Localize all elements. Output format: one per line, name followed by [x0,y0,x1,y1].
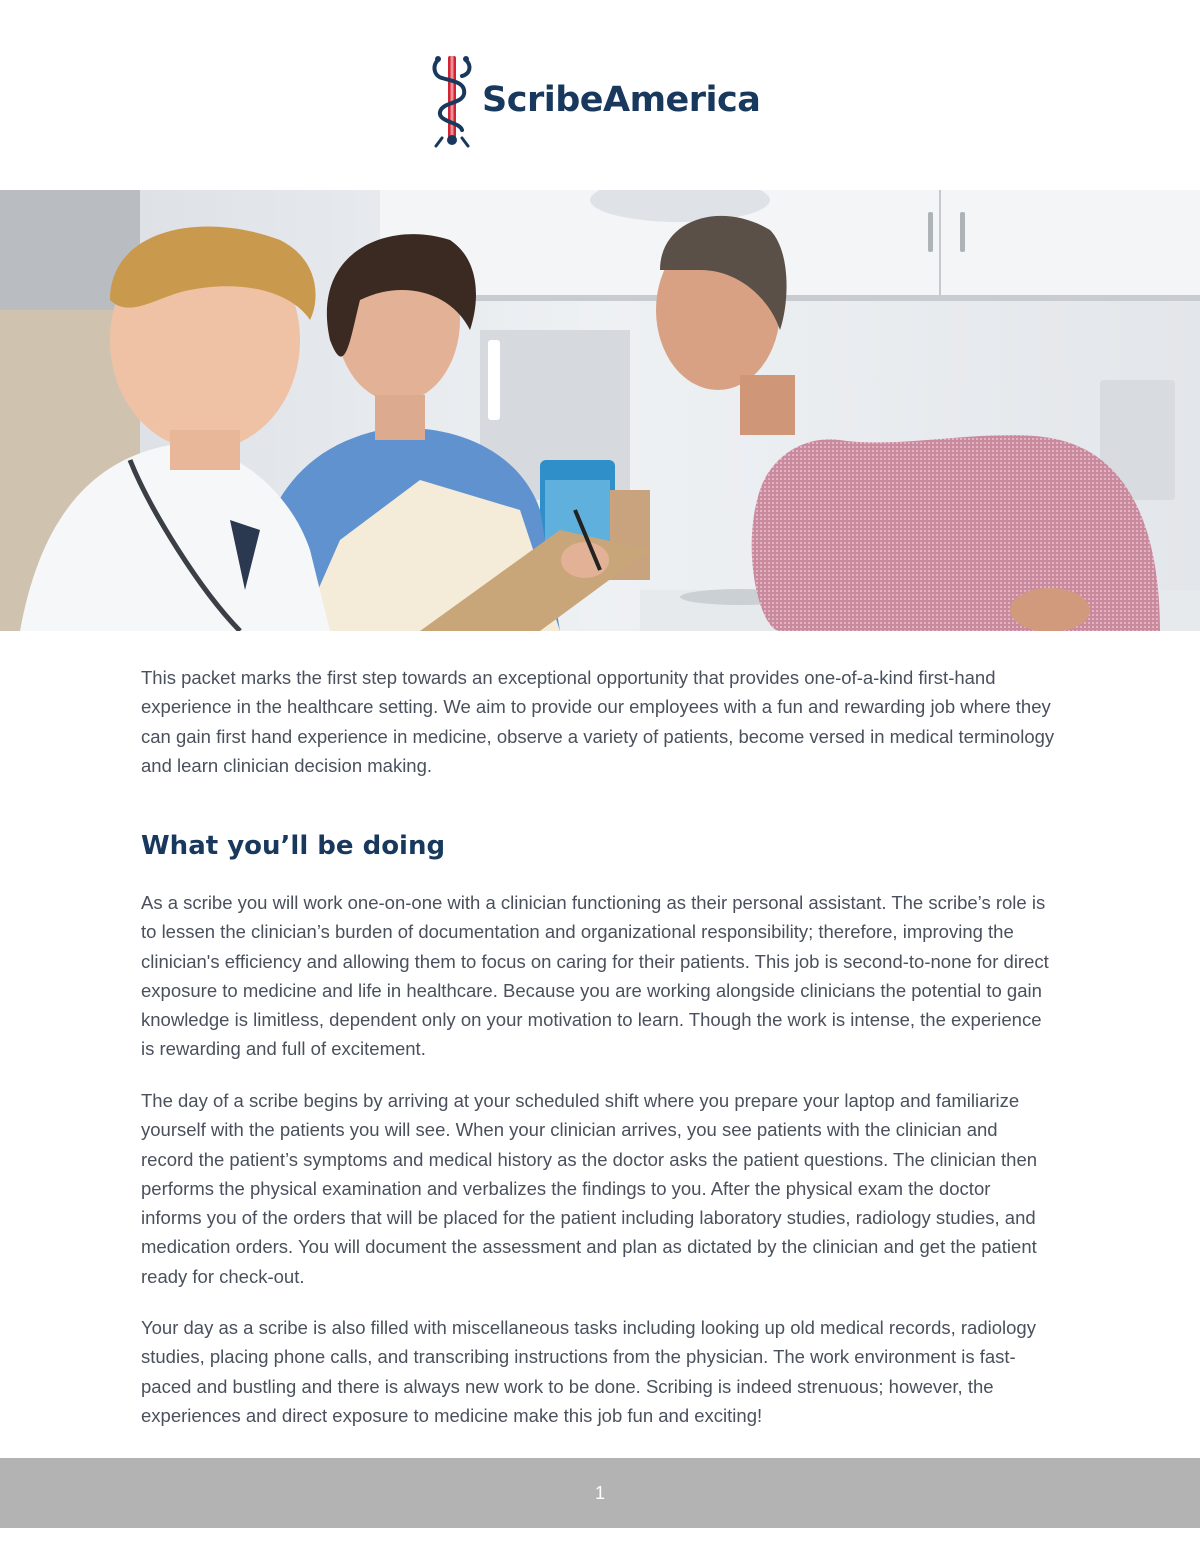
intro-paragraph: This packet marks the first step towards an exceptional opportunity that provides one-of-a-kind first-hand experience in the healthcare setting. We aim to provide our employees with a fun and rewarding job where they can gain first hand experience in medicine, observe a variety of patients, become versed in medical terminology and learn clinician decision making. [141,667,1055,776]
section-heading: What you’ll be doing [141,831,446,861]
page-number: 1 [594,1482,605,1503]
body-paragraph: Your day as a scribe is also filled with miscellaneous tasks including looking up old medical records, radiology studies, placing phone calls, and transcribing instructions from the physician. The work environment is fast-paced and bustling and there is always new work to be done. Scribing is indeed strenuous; however, the experiences and direct exposure to medicine make this job fun and exciting! [141,1317,1036,1426]
hero-photo [0,190,1200,631]
main-content [141,663,1061,1426]
body-paragraph: The day of a scribe begins by arriving at your scheduled shift where you prepare your laptop and familiarize yourself with the patients you will see. When your clinician arrives, you see patients with the clinician and record the patient’s symptoms and medical history as the doctor asks the patient questions. The clinician then performs the physical examination and verbalizes the findings to you. After the physical exam the doctor informs you of the orders that will be placed for the patient including laboratory studies, radiology studies, and medication orders. You will document the assessment and plan as dictated by the clinician and get the patient ready for check-out. [141,1090,1038,1287]
caduceus-stethoscope-icon [426,52,478,148]
page-footer [0,1458,1200,1528]
hero-illustration [0,190,1200,631]
brand-logo [426,50,786,150]
body-paragraph: As a scribe you will work one-on-one with a clinician functioning as their personal assistant. The scribe’s role is to lessen the clinician’s burden of documentation and organizational responsibility; therefore, improving the clinician's efficiency and allowing them to focus on caring for their patients. This job is second-to-none for direct exposure to medicine and life in healthcare. Because you are working alongside clinicians the potential to gain knowledge is limitless, dependent only on your motivation to learn. Though the work is intense, the experience is rewarding and full of excitement. [141,892,1049,1060]
brand-name: ScribeAmerica [482,80,761,120]
